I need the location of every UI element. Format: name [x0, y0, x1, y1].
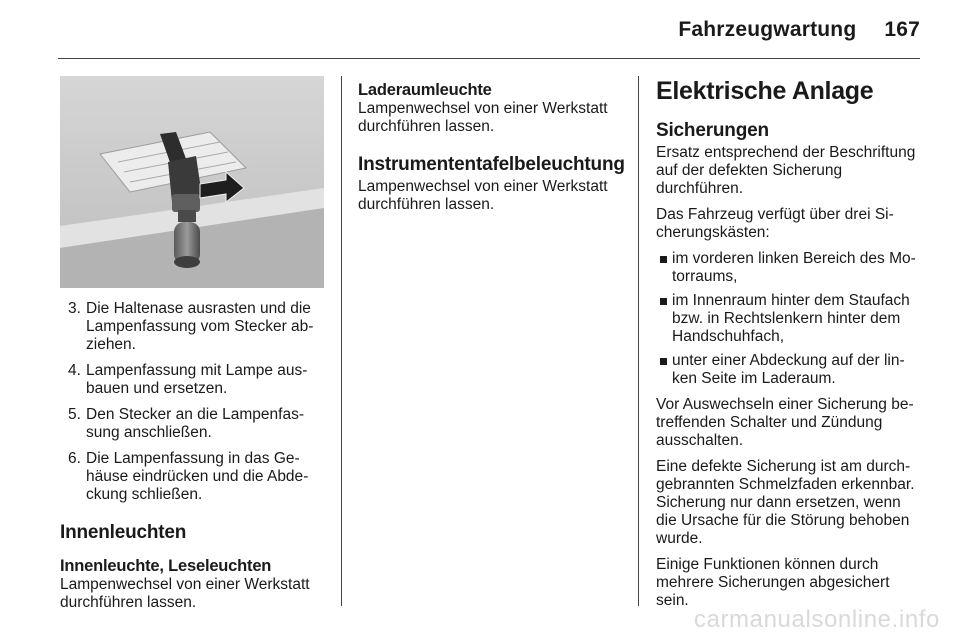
- step-item: 5. Den Stecker an die Lampenfassung anschließen.: [68, 406, 304, 441]
- paragraph: Vor Auswechseln einer Sicherung betreffenden Schalter und Zündung ausschalten.: [656, 396, 914, 449]
- bullet-square-icon: [660, 256, 667, 263]
- step-item: 4. Lampenfassung mit Lampe ausbauen und ersetzen.: [68, 362, 308, 397]
- section-title-elektrische-anlage: Elektrische Anlage: [656, 77, 874, 105]
- list-item: im vorderen linken Bereich des Motorraums,: [656, 250, 922, 286]
- column-divider: [341, 76, 342, 606]
- column-right: [656, 76, 922, 618]
- paragraph: Das Fahrzeug verfügt über drei Sicherungskästen:: [656, 206, 894, 241]
- step-item: 6. Die Lampenfassung in das Gehäuse eindrücken und die Abdeckung schließen.: [68, 450, 309, 503]
- page-title: Fahrzeugwartung: [678, 18, 857, 41]
- subheading-sicherungen: Sicherungen: [656, 120, 769, 141]
- page-header: [678, 18, 920, 42]
- column-left: [60, 300, 324, 620]
- bullet-square-icon: [660, 358, 667, 365]
- paragraph-instrumententafelbeleuchtung: Lampenwechsel von einer Werkstatt durchführen lassen.: [358, 178, 608, 213]
- paragraph-laderaumleuchte: Lampenwechsel von einer Werkstatt durchführen lassen.: [358, 100, 608, 135]
- fusebox-list: [656, 250, 922, 388]
- paragraph: Ersatz entsprechend der Beschriftung auf der defekten Sicherung durchführen.: [656, 144, 916, 197]
- column-divider: [638, 76, 639, 606]
- list-item: im Innenraum hinter dem Staufach bzw. in Rechtslenkern hinter dem Handschuhfach,: [656, 292, 922, 346]
- subheading-innenleuchte: Innenleuchte, Leseleuchten: [60, 557, 272, 575]
- instruction-steps: [60, 300, 324, 504]
- paragraph: Eine defekte Sicherung ist am durchgebrannten Schmelzfaden erkennbar. Sicherung nur dann ersetzen, wenn die Ursache für die Störung behoben wurde.: [656, 458, 915, 547]
- step-item: 3. Die Haltenase ausrasten und die Lampenfassung vom Stecker abziehen.: [68, 300, 314, 353]
- watermark: carmanualsonline.info: [693, 606, 940, 633]
- heading-laderaumleuchte: Laderaumleuchte: [358, 81, 492, 99]
- section-heading-innenleuchten: Innenleuchten: [60, 522, 187, 543]
- page-number: 167: [884, 18, 920, 41]
- header-rule: [58, 58, 920, 59]
- heading-instrumententafelbeleuchtung: Instrumententafelbeleuchtung: [358, 154, 625, 175]
- lamp-socket-illustration: [60, 76, 324, 288]
- paragraph-innenleuchte: Lampenwechsel von einer Werkstatt durchführen lassen.: [60, 576, 310, 611]
- column-middle: [358, 80, 625, 222]
- list-item: unter einer Abdeckung auf der linken Seite im Laderaum.: [656, 352, 922, 388]
- bullet-square-icon: [660, 298, 667, 305]
- paragraph: Einige Funktionen können durch mehrere Sicherungen abgesichert sein.: [656, 556, 890, 609]
